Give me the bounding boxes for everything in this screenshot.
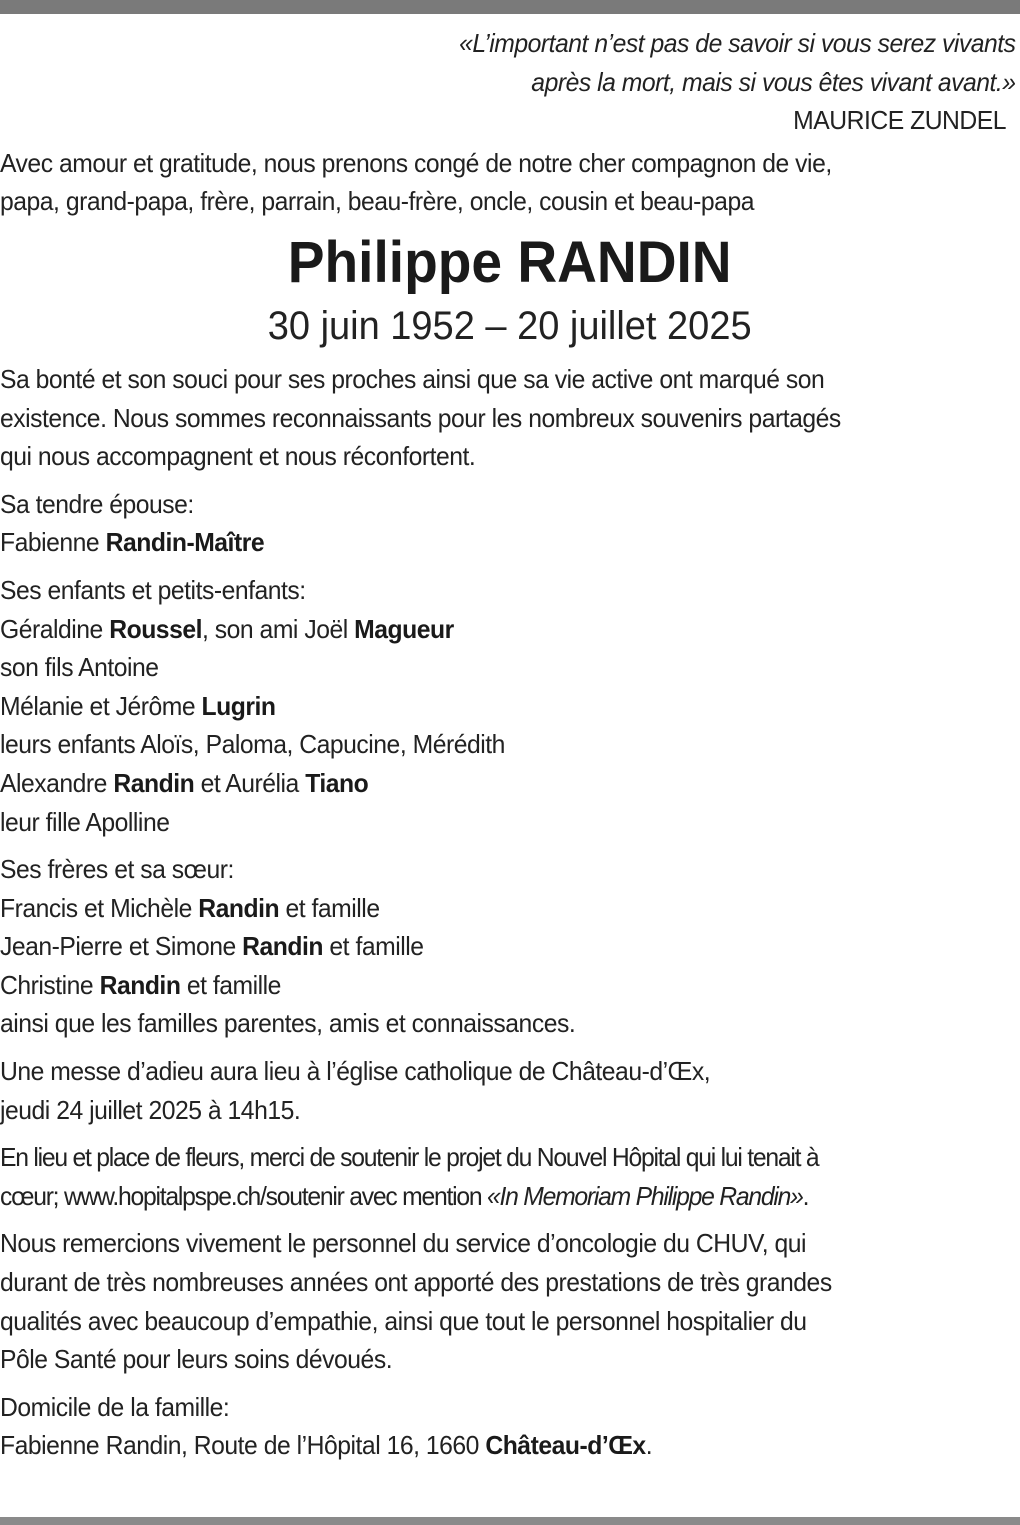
- intro-line-2: papa, grand-papa, frère, parrain, beau-frère, oncle, cousin et beau-papa: [0, 186, 754, 217]
- family-surname: Randin: [99, 969, 181, 1000]
- service-section: [0, 1052, 1019, 1129]
- children-section: [0, 571, 1019, 841]
- thanks-section: [0, 1224, 1019, 1378]
- family-surname: Lugrin: [201, 690, 276, 721]
- obituary-notice: [0, 24, 1019, 1465]
- family-row: [0, 927, 1019, 966]
- intro-paragraph: [0, 144, 1019, 221]
- address-end: .: [645, 1430, 653, 1461]
- family-text: Alexandre: [0, 767, 114, 798]
- donation-text: .: [802, 1180, 809, 1211]
- siblings-section: [0, 850, 1019, 1043]
- quote-author: MAURICE ZUNDEL: [793, 105, 1007, 136]
- family-text: et famille: [279, 892, 380, 923]
- family-row: son fils Antoine: [0, 652, 159, 683]
- family-row: [0, 610, 1019, 649]
- tribute-line-3: qui nous accompagnent et nous réconfortent.: [0, 441, 476, 472]
- address-town: Château-d’Œx: [485, 1430, 646, 1461]
- family-surname: Randin: [198, 892, 280, 923]
- spouse-section: [0, 485, 1019, 562]
- spouse-heading: Sa tendre épouse:: [0, 488, 194, 519]
- family-surname: Tiano: [305, 767, 369, 798]
- family-text: Francis et Michèle: [0, 892, 199, 923]
- family-text: Christine: [0, 969, 100, 1000]
- spouse-first-name: Fabienne: [0, 527, 106, 558]
- thanks-line-4: Pôle Santé pour leurs soins dévoués.: [0, 1344, 393, 1375]
- family-surname: Randin: [113, 767, 195, 798]
- domicile-address: [0, 1426, 1019, 1465]
- service-line-1: Une messe d’adieu aura lieu à l’église catholique de Château-d’Œx,: [0, 1056, 711, 1087]
- service-line-2: jeudi 24 juillet 2025 à 14h15.: [0, 1094, 301, 1125]
- family-text: Géraldine: [0, 613, 110, 644]
- family-text: et famille: [180, 969, 281, 1000]
- spouse-last-name: Randin-Maître: [105, 527, 265, 558]
- thanks-line-3: qualités avec beaucoup d’empathie, ainsi que tout le personnel hospitalier du: [0, 1305, 807, 1336]
- quote-line-1: «L’important n’est pas de savoir si vous serez vivants: [459, 28, 1016, 58]
- family-row: [0, 889, 1019, 928]
- deceased-name: Philippe RANDIN: [287, 229, 732, 295]
- family-row: ainsi que les familles parentes, amis et connaissances.: [0, 1008, 576, 1039]
- children-heading: Ses enfants et petits-enfants:: [0, 574, 306, 605]
- quote-line-2: après la mort, mais si vous êtes vivant avant.»: [531, 66, 1016, 97]
- intro-line-1: Avec amour et gratitude, nous prenons congé de notre cher compagnon de vie,: [0, 147, 832, 178]
- family-surname: Roussel: [109, 613, 202, 644]
- family-text: , son ami Joël: [201, 613, 355, 644]
- thanks-line-2: durant de très nombreuses années ont apporté des prestations de très grandes: [0, 1267, 832, 1298]
- family-row: [0, 687, 1019, 726]
- tribute-line-1: Sa bonté et son souci pour ses proches ainsi que sa vie active ont marqué son: [0, 363, 825, 394]
- family-surname: Magueur: [354, 613, 454, 644]
- donation-line-2: [0, 1177, 1019, 1216]
- top-border: [0, 0, 1020, 14]
- donation-text: cœur; www.hopitalpspe.ch/soutenir avec mention: [0, 1180, 487, 1211]
- family-row: leur fille Apolline: [0, 806, 170, 837]
- family-text: Jean-Pierre et Simone: [0, 931, 243, 962]
- donation-section: [0, 1138, 1019, 1215]
- thanks-line-1: Nous remercions vivement le personnel du service d’oncologie du CHUV, qui: [0, 1228, 807, 1259]
- epigraph-quote: [0, 24, 1019, 101]
- bottom-border: [0, 1517, 1020, 1525]
- family-row: [0, 966, 1019, 1005]
- family-surname: Randin: [242, 931, 324, 962]
- family-row: leurs enfants Aloïs, Paloma, Capucine, Mérédith: [0, 729, 505, 760]
- tribute-line-2: existence. Nous sommes reconnaissants pour les nombreux souvenirs partagés: [0, 402, 841, 433]
- spouse-name: [0, 523, 1019, 562]
- memoriam-mention: «In Memoriam Philippe Randin»: [486, 1180, 803, 1211]
- family-text: et Aurélia: [194, 767, 306, 798]
- family-text: et famille: [323, 931, 424, 962]
- family-text: Mélanie et Jérôme: [0, 690, 202, 721]
- domicile-heading: Domicile de la famille:: [0, 1391, 230, 1422]
- domicile-section: [0, 1388, 1019, 1465]
- siblings-heading: Ses frères et sa sœur:: [0, 854, 234, 885]
- address-text: Fabienne Randin, Route de l’Hôpital 16, 1660: [0, 1430, 486, 1461]
- family-row: [0, 764, 1019, 803]
- tribute-paragraph: [0, 360, 1019, 476]
- life-dates: 30 juin 1952 – 20 juillet 2025: [267, 303, 752, 348]
- donation-line-1: En lieu et place de fleurs, merci de soutenir le projet du Nouvel Hôpital qui lui tenait à: [0, 1142, 819, 1173]
